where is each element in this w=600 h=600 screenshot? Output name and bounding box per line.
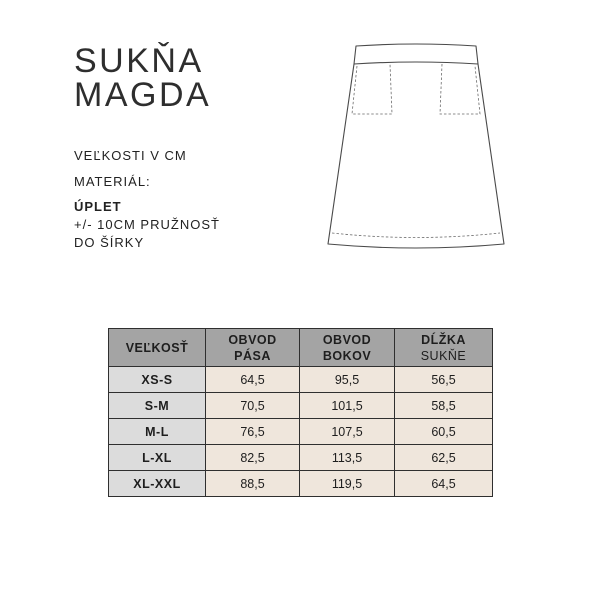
table-row [109,393,493,419]
row-size: M-L [109,419,206,445]
row-hips: 101,5 [300,393,395,419]
header-waist: OBVOD PÁSA [206,329,300,367]
header-hips: OBVOD BOKOV [300,329,395,367]
fabric-description [74,198,220,252]
table-row [109,419,493,445]
table-row [109,445,493,471]
table-row [109,367,493,393]
row-length: 56,5 [395,367,493,393]
size-table [108,328,493,497]
fabric-name: ÚPLET [74,199,122,214]
row-waist: 88,5 [206,471,300,497]
row-waist: 82,5 [206,445,300,471]
title-line-1: SUKŇA [74,42,204,80]
skirt-waistband [354,44,478,64]
row-length: 60,5 [395,419,493,445]
skirt-hem-stitch [332,233,500,238]
sizes-note: VEĽKOSTI V CM [74,148,187,163]
skirt-right-pocket [440,64,480,114]
row-size: XL-XXL [109,471,206,497]
row-length: 58,5 [395,393,493,419]
row-size: XS-S [109,367,206,393]
title-line-2: MAGDA [74,76,212,114]
row-size: L-XL [109,445,206,471]
row-hips: 95,5 [300,367,395,393]
row-hips: 119,5 [300,471,395,497]
row-waist: 70,5 [206,393,300,419]
row-size: S-M [109,393,206,419]
skirt-illustration [322,40,510,252]
header-size: VEĽKOSŤ [109,329,206,367]
skirt-left-pocket [352,64,392,114]
row-waist: 76,5 [206,419,300,445]
row-hips: 107,5 [300,419,395,445]
size-table-header [109,329,493,367]
fabric-stretch: +/- 10CM PRUŽNOSŤ [74,217,220,232]
fabric-direction: DO ŠÍRKY [74,235,145,250]
header-length: DĹŽKA SUKŇE [395,329,493,367]
table-row [109,471,493,497]
row-hips: 113,5 [300,445,395,471]
row-length: 64,5 [395,471,493,497]
row-waist: 64,5 [206,367,300,393]
material-label: MATERIÁL: [74,174,151,189]
row-length: 62,5 [395,445,493,471]
product-title [74,44,211,112]
